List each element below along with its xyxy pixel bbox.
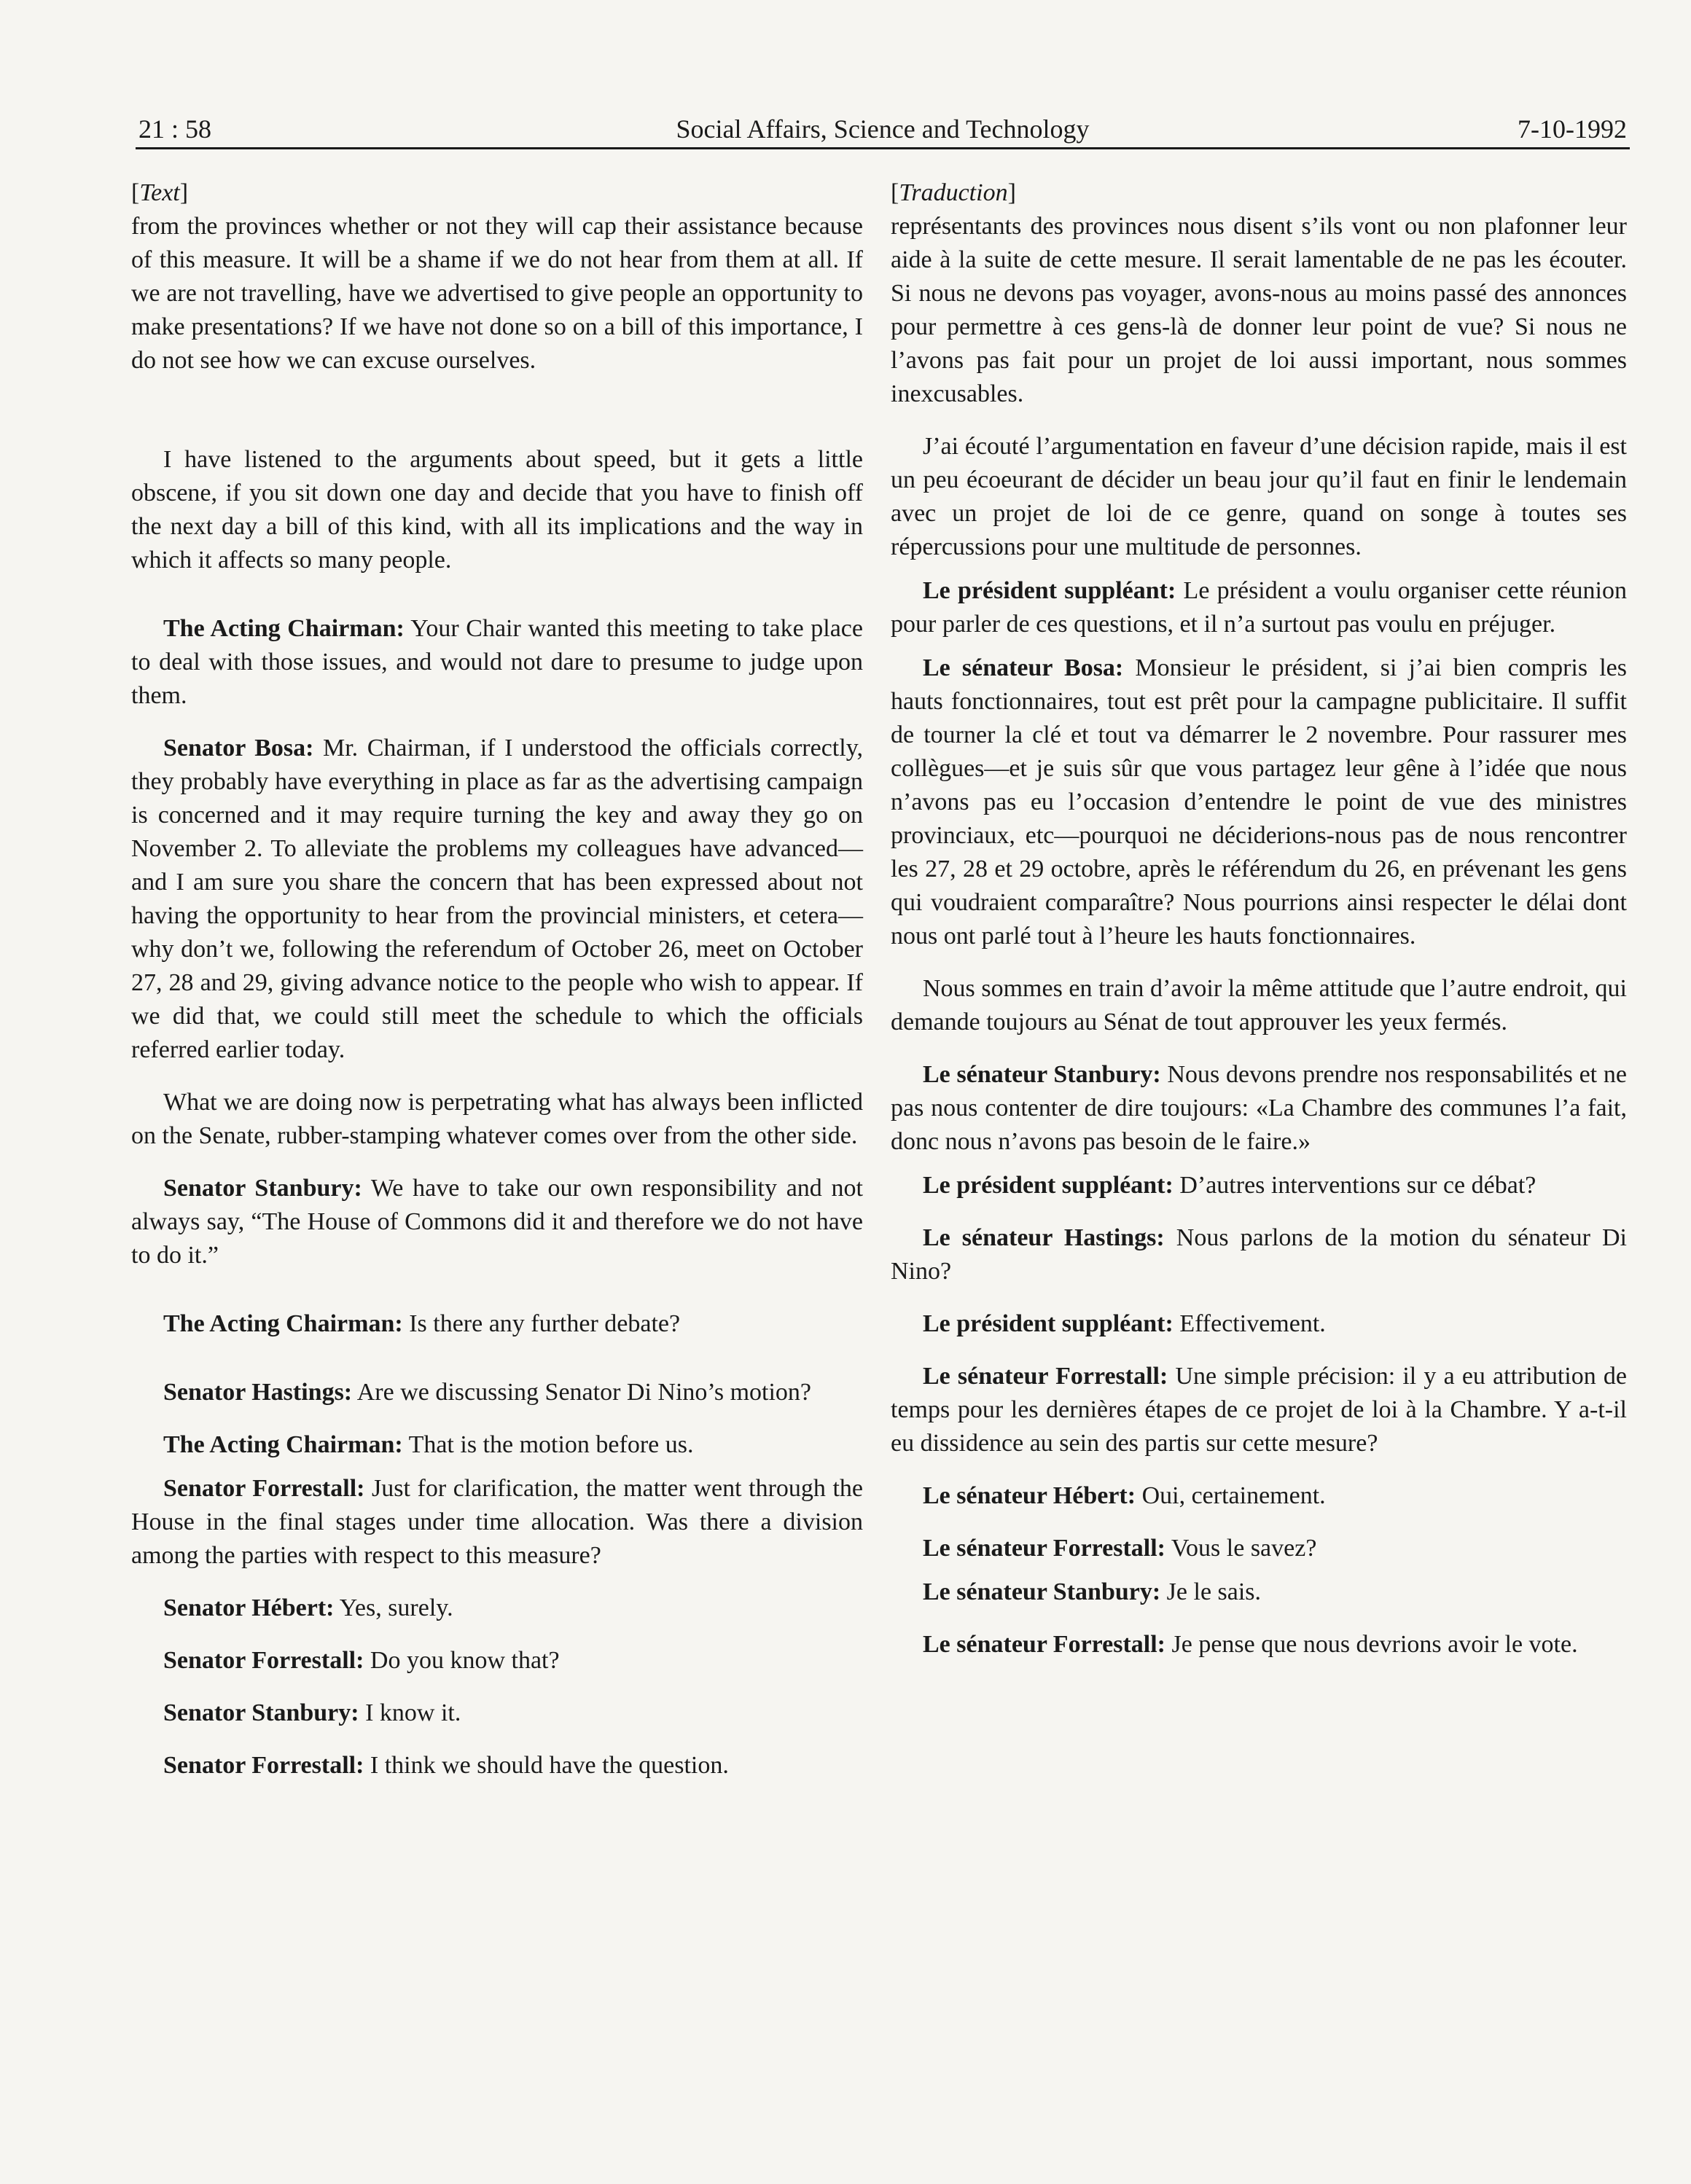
speech-text: I think we should have the question. xyxy=(364,1752,729,1779)
speech-paragraph xyxy=(131,1472,863,1573)
speaker-name: Le sénateur Hébert: xyxy=(923,1482,1136,1509)
speaker-name: Le sénateur Bosa: xyxy=(923,654,1124,681)
speaker-name: Senator Stanbury: xyxy=(163,1699,359,1726)
translation-marker: [Traduction] xyxy=(891,179,1016,206)
paragraph: Nous sommes en train d’avoir la même attitude que l’autre endroit, qui demande toujours au Sénat de tout approuver les yeux fermés. xyxy=(891,975,1627,1036)
speech-paragraph xyxy=(891,651,1627,953)
speaker-name: Senator Forrestall: xyxy=(163,1475,365,1502)
speech-paragraph xyxy=(891,1532,1627,1565)
speech-text: Effectivement. xyxy=(1173,1310,1326,1337)
speaker-name: Le sénateur Hastings: xyxy=(923,1224,1165,1251)
speech-text: Je le sais. xyxy=(1160,1578,1262,1605)
french-column xyxy=(891,176,1627,1662)
speech-text: We have to take our own responsibility and not always say, “The House of Commons did it and therefore we do not have to do it.” xyxy=(131,1175,863,1269)
speech-text: Je pense que nous devrions avoir le vote. xyxy=(1165,1631,1578,1658)
speech-text: Yes, surely. xyxy=(334,1594,453,1621)
speech-paragraph xyxy=(131,1644,863,1678)
speaker-name: Le président suppléant: xyxy=(923,577,1176,604)
speaker-name: Le sénateur Stanbury: xyxy=(923,1578,1161,1605)
page-number: 21 : 58 xyxy=(138,114,212,144)
speech-paragraph xyxy=(891,1576,1627,1609)
speech-paragraph xyxy=(891,1628,1627,1662)
speech-paragraph xyxy=(131,732,863,1067)
speech-paragraph xyxy=(131,1172,863,1272)
text-marker: [Text] xyxy=(131,179,189,206)
speaker-name: Senator Hébert: xyxy=(163,1594,335,1621)
publication-title: Social Affairs, Science and Technology xyxy=(676,114,1090,144)
speech-text: That is the motion before us. xyxy=(402,1431,694,1458)
speaker-name: Senator Hastings: xyxy=(163,1379,353,1406)
speech-paragraph xyxy=(891,1058,1627,1159)
speech-paragraph xyxy=(131,1592,863,1625)
speech-paragraph xyxy=(891,1360,1627,1460)
speaker-name: Senator Stanbury: xyxy=(163,1175,362,1202)
speech-text: Une simple précision: il y a eu attribution de temps pour les dernières étapes de ce projet de loi à la Chambre. Y a-t-il eu dissidence au sein des partis sur cette mesure? xyxy=(891,1363,1627,1457)
speech-text: I know it. xyxy=(359,1699,461,1726)
speech-text: Is there any further debate? xyxy=(402,1310,681,1337)
speech-text: Vous le savez? xyxy=(1165,1535,1317,1562)
speech-paragraph xyxy=(891,1169,1627,1202)
page-date: 7-10-1992 xyxy=(1518,114,1627,144)
speech-text: Your Chair wanted this meeting to take place to deal with those issues, and would not dare to presume to judge upon them. xyxy=(131,615,863,709)
speech-paragraph xyxy=(891,574,1627,641)
speaker-name: Le président suppléant: xyxy=(923,1172,1173,1199)
speaker-name: Le sénateur Stanbury: xyxy=(923,1061,1161,1088)
speech-text: Nous parlons de la motion du sénateur Di Nino? xyxy=(891,1224,1627,1285)
speech-text: D’autres interventions sur ce débat? xyxy=(1173,1172,1536,1199)
speaker-name: Senator Bosa: xyxy=(163,735,314,762)
speech-paragraph xyxy=(131,1376,863,1409)
paragraph: I have listened to the arguments about speed, but it gets a little obscene, if you sit down one day and decide that you have to finish off the next day a bill of this kind, with all its implications and the way in which it affects so many people. xyxy=(131,446,863,574)
speech-paragraph xyxy=(891,1307,1627,1341)
speaker-name: Senator Forrestall: xyxy=(163,1752,364,1779)
paragraph: from the provinces whether or not they will cap their assistance because of this measure. It will be a shame if we do not hear from them at all. If we are not travelling, have we advertised to give people an opportunity to make presentations? If we have not done so on a bill of this importance, I do not see how we can excuse ourselves. xyxy=(131,213,863,374)
speech-text: Oui, certainement. xyxy=(1136,1482,1326,1509)
speech-paragraph xyxy=(131,1307,863,1341)
speech-paragraph xyxy=(131,1696,863,1730)
paragraph: J’ai écouté l’argumentation en faveur d’une décision rapide, mais il est un peu écoeurant de décider un beau jour qu’il faut en finir le lendemain avec un projet de loi de ce genre, quand on songe à toutes ses répercussions pour une multitude de personnes. xyxy=(891,433,1627,560)
speech-paragraph xyxy=(131,1749,863,1782)
speaker-name: The Acting Chairman: xyxy=(163,615,405,642)
speaker-name: Senator Forrestall: xyxy=(163,1647,364,1674)
speaker-name: Le sénateur Forrestall: xyxy=(923,1535,1165,1562)
speaker-name: Le sénateur Forrestall: xyxy=(923,1363,1168,1390)
speech-text: Monsieur le président, si j’ai bien compris les hauts fonctionnaires, tout est prêt pour la campagne publicitaire. Il suffit de tourner la clé et tout va démarrer le 2 novembre. Pour rassurer mes collègues—et je suis sûr que vous partagez leur gêne à l’idée que nous n’avons pas eu l’occasion d’entendre le point de vue des ministres provinciaux, etc—pourquoi ne déciderions-nous pas de nous rencontrer les 27, 28 et 29 octobre, après le référendum du 26, en prévenant les gens qui voudraient comparaître? Nous pourrions ainsi respecter le délai dont nous ont parlé tout à l’heure les hauts fonctionnaires. xyxy=(891,654,1627,950)
speaker-name: Le sénateur Forrestall: xyxy=(923,1631,1165,1658)
speech-text: Le président a voulu organiser cette réunion pour parler de ces questions, et il n’a surtout pas voulu en préjuger. xyxy=(891,577,1627,638)
speech-text: Mr. Chairman, if I understood the officials correctly, they probably have everything in place as far as the advertising campaign is concerned and it may require turning the key and away they go on November 2. To alleviate the problems my colleagues have advanced—and I am sure you share the concern that has been expressed about not having the opportunity to hear from the provincial ministers, et cetera—why don’t we, following the referendum of October 26, meet on October 27, 28 and 29, giving advance notice to the people who wish to appear. If we did that, we could still meet the schedule to which the officials referred earlier today. xyxy=(131,735,863,1063)
speech-paragraph xyxy=(891,1221,1627,1288)
paragraph: What we are doing now is perpetrating what has always been inflicted on the Senate, rubber-stamping whatever comes over from the other side. xyxy=(131,1089,863,1149)
speech-paragraph xyxy=(131,1428,863,1462)
speech-text: Are we discussing Senator Di Nino’s motion? xyxy=(352,1379,812,1406)
paragraph: représentants des provinces nous disent s’ils vont ou non plafonner leur aide à la suite de cette mesure. Il serait lamentable de ne pas les écouter. Si nous ne devons pas voyager, avons-nous au moins passé des annonces pour permettre à ces gens-là de donner leur point de vue? Si nous ne l’avons pas fait pour un projet de loi aussi important, nous sommes inexcusables. xyxy=(891,213,1627,407)
speech-text: Do you know that? xyxy=(364,1647,560,1674)
speech-paragraph xyxy=(131,612,863,713)
speech-text: Just for clarification, the matter went through the House in the final stages under time allocation. Was there a division among the parties with respect to this measure? xyxy=(131,1475,863,1569)
speech-paragraph xyxy=(891,1479,1627,1513)
english-column xyxy=(131,176,863,1782)
speaker-name: The Acting Chairman: xyxy=(163,1310,403,1337)
speech-text: Nous devons prendre nos responsabilités et ne pas nous contenter de dire toujours: «La Chambre des communes l’a fait, donc nous n’avons pas besoin de le faire.» xyxy=(891,1061,1627,1155)
speaker-name: Le président suppléant: xyxy=(923,1310,1173,1337)
page-header xyxy=(136,103,1630,149)
speaker-name: The Acting Chairman: xyxy=(163,1431,403,1458)
